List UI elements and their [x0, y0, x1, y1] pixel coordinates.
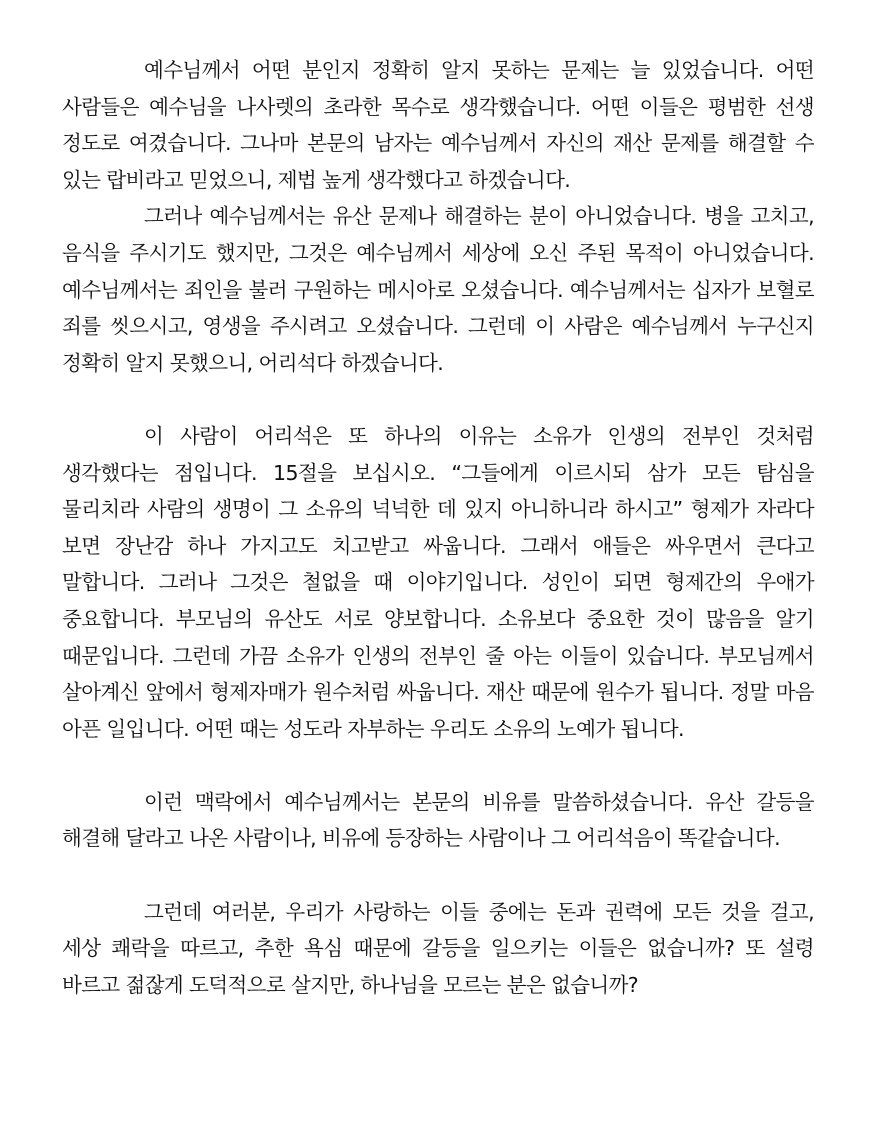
- paragraph-4: 이런 맥락에서 예수님께서는 본문의 비유를 말씀하셨습니다. 유산 갈등을 해결해 달라고 나온 사람이나, 비유에 등장하는 사람이나 그 어리석음이 똑같습니다.: [62, 789, 814, 851]
- paragraph-3: 이 사람이 어리석은 또 하나의 이유는 소유가 인생의 전부인 것처럼 생각했다는 점입니다. 15절을 보십시오. “그들에게 이르시되 삼가 모든 탐심을 물리치라 사람의 생명이 그 소유의 넉넉한 데 있지 아니하니라 하시고” 형제가 자라다 보면 장난감 하나 가지고도 치고받고 싸웁니다. 그래서 애들은 싸우면서 큰다고 말합니다. 그러나 그것은 철없을 때 이야기입니다. 성인이 되면 형제간의 우애가 중요합니다. 부모님의 유산도 서로 양보합니다. 소유보다 중요한 것이 많음을 알기 때문입니다. 그런데 가끔 소유가 인생의 전부인 줄 아는 이들이 있습니다. 부모님께서 살아계신 앞에서 형제자매가 원수처럼 싸웁니다. 재산 때문에 원수가 됩니다. 정말 마음 아픈 일입니다. 어떤 때는 성도라 자부하는 우리도 소유의 노예가 됩니다.: [62, 423, 814, 741]
- paragraph-5: 그런데 여러분, 우리가 사랑하는 이들 중에는 돈과 권력에 모든 것을 걸고, 세상 쾌락을 따르고, 추한 욕심 때문에 갈등을 일으키는 이들은 없습니까? 또 설령 바르고 젊잖게 도덕적으로 살지만, 하나님을 모르는 분은 없습니까?: [62, 899, 814, 997]
- paragraph-spacer: [62, 747, 814, 784]
- paragraph-1: 예수님께서 어떤 분인지 정확히 알지 못하는 문제는 늘 있었습니다. 어떤 사람들은 예수님을 나사렛의 초라한 목수로 생각했습니다. 어떤 이들은 평범한 선생 정도로 여겼습니다. 그나마 본문의 남자는 예수님께서 자신의 재산 문제를 해결할 수 있는 랍비라고 믿었으니, 제법 높게 생각했다고 하겠습니다.: [62, 58, 814, 192]
- document-body: [62, 52, 814, 1003]
- paragraph-spacer: [62, 381, 814, 418]
- paragraph-spacer: [62, 857, 814, 894]
- paragraph-2: 그러나 예수님께서는 유산 문제나 해결하는 분이 아니었습니다. 병을 고치고, 음식을 주시기도 했지만, 그것은 예수님께서 세상에 오신 주된 목적이 아니었습니다. 예수님께서는 죄인을 불러 구원하는 메시아로 오셨습니다. 예수님께서는 십자가 보혈로 죄를 씻으시고, 영생을 주시려고 오셨습니다. 그런데 이 사람은 예수님께서 누구신지 정확히 알지 못했으니, 어리석다 하겠습니다.: [62, 204, 814, 375]
